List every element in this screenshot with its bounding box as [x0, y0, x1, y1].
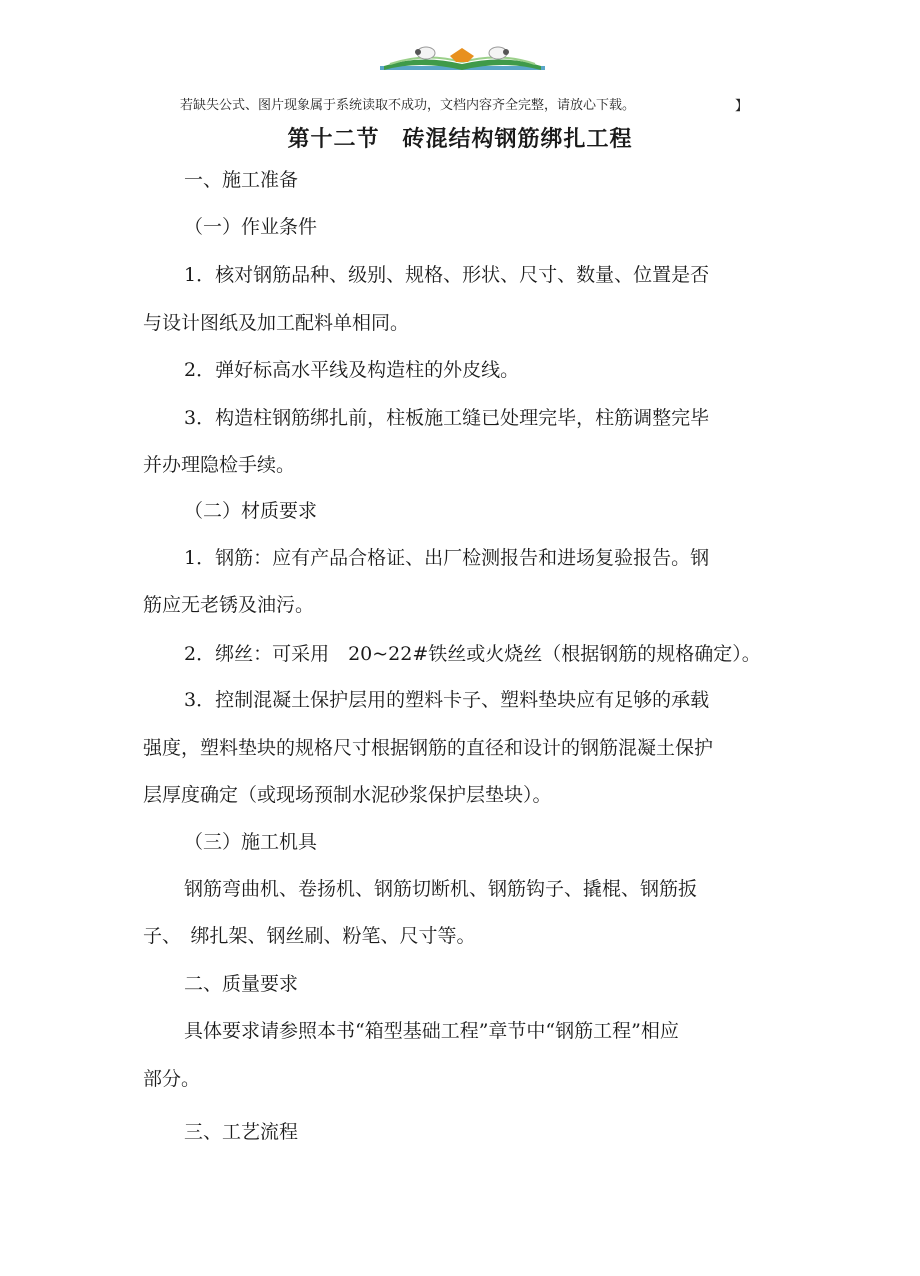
paragraph-line: 1．核对钢筋品种、级别、规格、形状、尺寸、数量、位置是否 [184, 264, 710, 286]
paragraph-line: 3．构造柱钢筋绑扎前，柱板施工缝已处理完毕，柱筋调整完毕 [184, 407, 710, 429]
heading-process: 三、工艺流程 [184, 1121, 299, 1143]
paragraph-line: 层厚度确定（或现场预制水泥砂浆保护层垫块）。 [143, 784, 552, 806]
paragraph-line: 2．弹好标高水平线及构造柱的外皮线。 [184, 359, 520, 381]
section-title: 第十二节 砖混结构钢筋绑扎工程 [287, 127, 633, 152]
paragraph-line: 强度，塑料垫块的规格尺寸根据钢筋的直径和设计的钢筋混凝土保护 [143, 737, 714, 759]
download-notice: 若缺失公式、图片现象属于系统读取不成功，文档内容齐全完整，请放心下载。 [180, 98, 636, 113]
paragraph-line: 钢筋弯曲机、卷扬机、钢筋切断机、钢筋钩子、撬棍、钢筋扳 [184, 878, 698, 900]
paragraph-line: 3．控制混凝土保护层用的塑料卡子、塑料垫块应有足够的承载 [184, 689, 710, 711]
paragraph-line: 子、 绑扎架、钢丝刷、粉笔、尺寸等。 [143, 925, 476, 947]
paragraph-line: 与设计图纸及加工配料单相同。 [143, 312, 410, 334]
paragraph-line: 部分。 [143, 1068, 201, 1090]
book-with-sheep-logo [380, 44, 545, 74]
subheading-materials: （二）材质要求 [184, 500, 318, 522]
subheading-tools: （三）施工机具 [184, 831, 318, 853]
paragraph-line: 2．绑丝：可采用 20~22#铁丝或火烧丝（根据钢筋的规格确定）。 [184, 643, 761, 665]
heading-preparation: 一、施工准备 [184, 169, 299, 191]
paragraph-line: 1．钢筋：应有产品合格证、出厂检测报告和进场复验报告。钢 [184, 547, 710, 569]
corner-bracket: 】 [735, 99, 749, 114]
heading-quality: 二、质量要求 [184, 973, 299, 995]
subheading-conditions: （一）作业条件 [184, 216, 318, 238]
paragraph-line: 筋应无老锈及油污。 [143, 594, 315, 616]
paragraph-line: 并办理隐检手续。 [143, 454, 296, 476]
paragraph-line: 具体要求请参照本书“箱型基础工程”章节中“钢筋工程”相应 [184, 1020, 679, 1042]
